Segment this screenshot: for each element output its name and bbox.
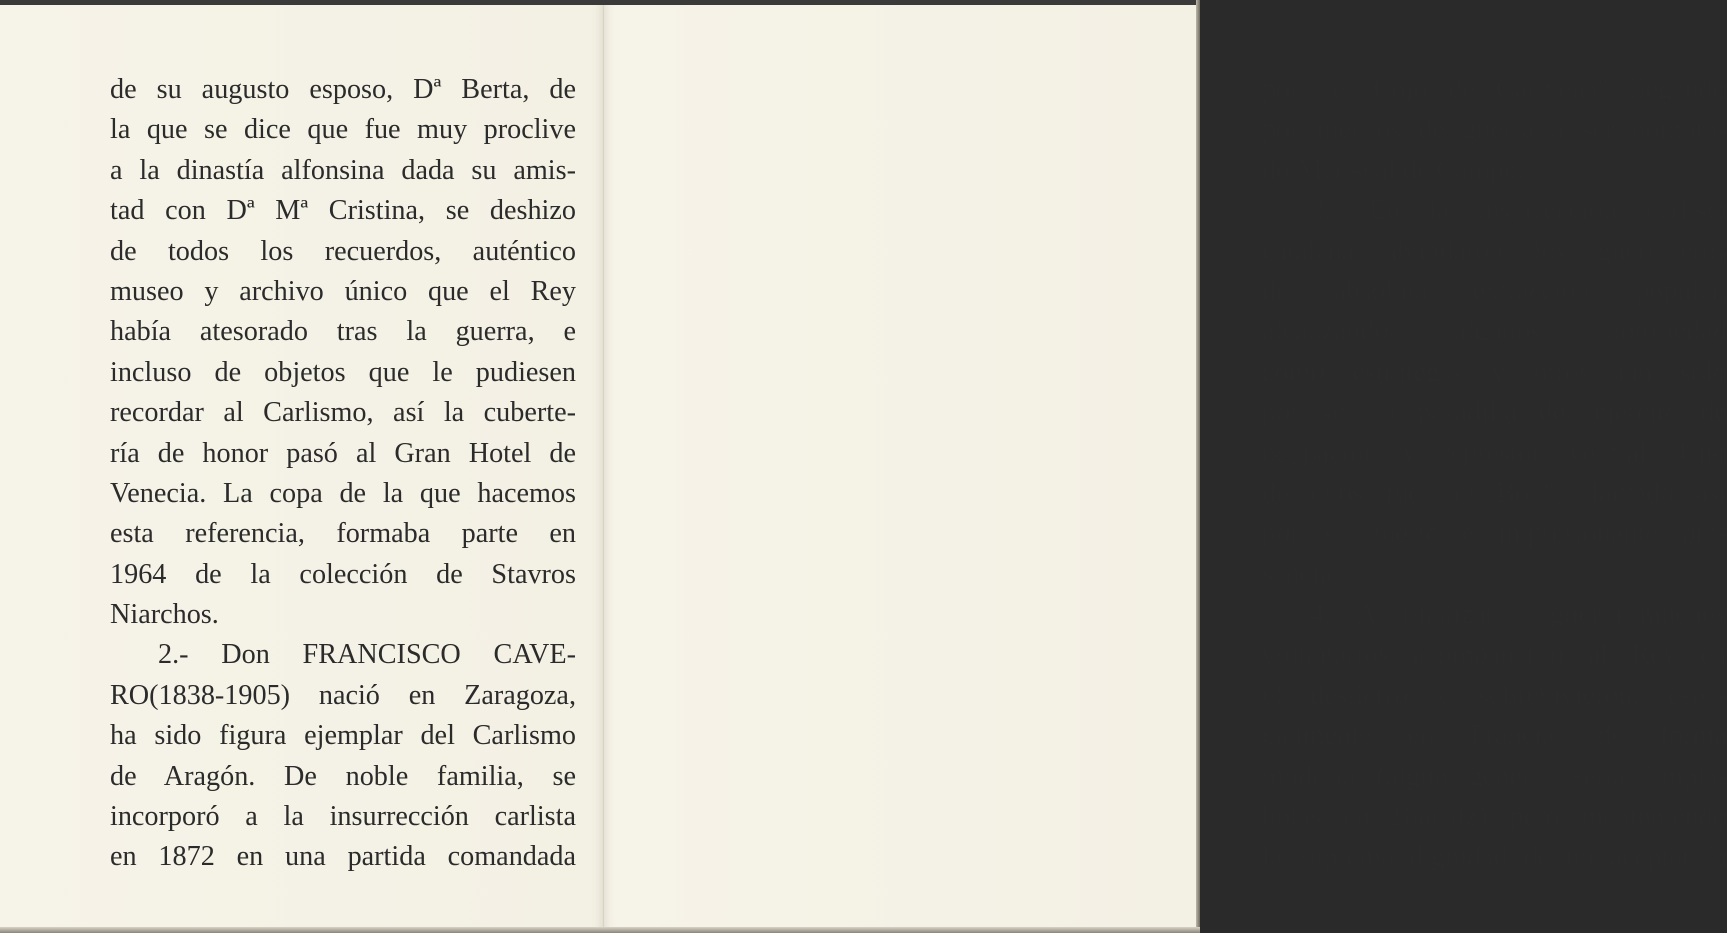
text-line: en 1872 en una partida comandada xyxy=(110,841,576,873)
text-line: por méritos de guerra a ser nombra- xyxy=(1262,114,1727,146)
text-line: de absoluta extracción popular, xyxy=(1262,275,1727,307)
text-line: incorporó a la insurrección carlista xyxy=(110,801,576,833)
text-line: Venecia. La copa de la que hacemos xyxy=(110,477,576,509)
text-line: recordar al Carlismo, así la cuberte- xyxy=(110,397,576,429)
text-line: 1964 de la colección de Stavros xyxy=(110,558,576,590)
right-page-text xyxy=(1262,70,1727,878)
text-line: cialmente en Francia, de forma xyxy=(1262,720,1727,752)
text-line: catalana abundaron los guerrilleros xyxy=(1262,235,1727,267)
text-line: por su fuerte e impresionante pre- xyxy=(1262,518,1727,550)
text-line: do Mariscal de Campo. xyxy=(1262,154,1526,186)
text-line: alcanzando algunos notoriedad xyxy=(1262,316,1727,348)
text-line: botas en Biarritz) pero manteniendo xyxy=(1262,801,1727,833)
paragraph-start-line: 3.- En la insurrección carlista xyxy=(1310,195,1727,227)
text-line: esta referencia, formaba parte en xyxy=(110,518,576,550)
text-line: de todos los recuerdos, auténtico xyxy=(110,235,576,267)
text-line: voluntarios acompañaron al Rey en xyxy=(1262,639,1727,671)
text-line: RO(1838-1905) nació en Zaragoza, xyxy=(110,679,576,711)
text-line: sencia. xyxy=(1262,558,1340,590)
scan-top-edge xyxy=(0,0,1200,5)
text-line: había atesorado tras la guerra, e xyxy=(110,316,576,348)
scan-bottom-edge xyxy=(0,927,1200,933)
text-line: el destierro y sobrevivieron, espe- xyxy=(1262,679,1727,711)
right-page xyxy=(604,0,1727,933)
left-page xyxy=(0,0,604,933)
text-line: Niarchos. xyxy=(110,599,219,631)
text-line: a la dinastía alfonsina dada su amis- xyxy=(110,154,576,186)
text-line: por ser la pesadilla del ejército de xyxy=(1262,397,1727,429)
text-line: de su augusto esposo, Dª Berta, de xyxy=(110,74,576,105)
scan-right-edge xyxy=(1196,0,1200,933)
text-line: de Aragón. De noble familia, se xyxy=(110,760,576,792)
text-line: como estrategas y otros tan solo xyxy=(1262,356,1727,388)
paragraph-start-line: 4.- Al finalizar la guerra muchos xyxy=(1310,599,1727,631)
text-line: incluso de objetos que le pudiesen xyxy=(110,356,576,388)
text-line: ría de honor pasó al Gran Hotel de xyxy=(110,437,576,469)
text-line: la suprema dignidad de no aceptar la xyxy=(1262,841,1727,873)
text-line: de ellos fue "el Bou", llamado así xyxy=(1262,477,1727,509)
text-line: museo y archivo único que el Rey xyxy=(110,275,576,307)
text-line: modesta (algún general seria limpia- xyxy=(1262,760,1727,792)
text-line: tad con Dª Mª Cristina, se deshizo xyxy=(110,195,576,227)
text-line: la que se dice que fue muy proclive xyxy=(110,114,576,146)
left-page-text xyxy=(110,70,576,878)
paragraph-start-line: 2.- Don FRANCISCO CAVE- xyxy=(158,639,576,671)
text-line: ocupación y represión central. Uno xyxy=(1262,437,1727,469)
text-line: ha sido figura ejemplar del Carlismo xyxy=(110,720,576,752)
text-line: por "el Cojo de Cariñena" llegando xyxy=(1262,74,1727,105)
